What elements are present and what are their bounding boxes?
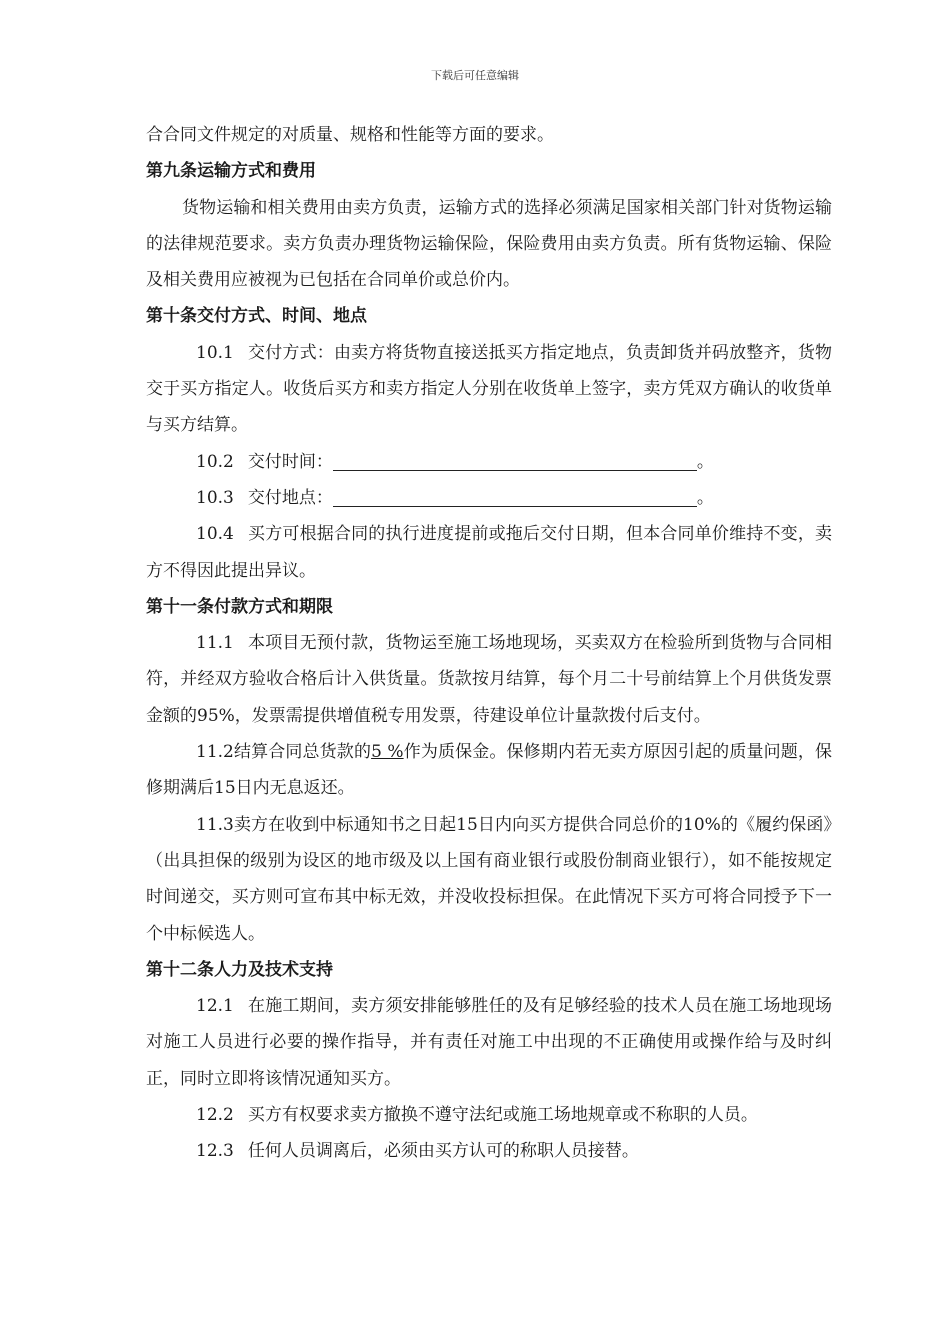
clause-text: 任何人员调离后，必须由买方认可的称职人员接替。: [247, 1141, 639, 1162]
clause-11-2: [146, 734, 832, 807]
clause-number: 10.1: [196, 342, 234, 363]
clause-10-2: [146, 444, 832, 480]
clause-10-4: [146, 516, 832, 589]
clause-11-1: [146, 625, 832, 734]
delivery-time-blank[interactable]: [333, 452, 697, 471]
paragraph-9: 货物运输和相关费用由卖方负责，运输方式的选择必须满足国家相关部门针对货物运输的法律规范要求。卖方负责办理货物运输保险，保险费用由卖方负责。所有货物运输、保险及相关费用应被视为已包括在合同单价或总价内。: [146, 197, 832, 291]
paragraph-continuation: 合合同文件规定的对质量、规格和性能等方面的要求。: [146, 125, 554, 145]
clause-text: 交付时间：: [247, 451, 333, 472]
retention-percent: 5 %: [371, 742, 404, 763]
clause-10-1: [146, 335, 832, 444]
clause-text: 交付方式：由卖方将货物直接送抵买方指定地点，负责卸货并码放整齐，货物交于买方指定人。收货后买方和卖方指定人分别在收货单上签字，卖方凭双方确认的收货单与买方结算。: [146, 342, 832, 436]
clause-12-1: [146, 988, 832, 1097]
contract-body: [146, 117, 832, 1170]
clause-number: 12.3: [196, 1141, 234, 1162]
clause-number: 10.4: [196, 524, 234, 545]
clause-number: 11.1: [196, 633, 234, 654]
clause-11-3: 11.3卖方在收到中标通知书之日起15日内向买方提供合同总价的10%的《履约保函》（出具担保的级别为设区的地市级及以上国有商业银行或股份制商业银行），如不能按规定时间递交，买方则可宣布其中标无效，并没收投标担保。在此情况下买方可将合同授予下一个中标候选人。: [146, 814, 832, 944]
clause-text: 买方可根据合同的执行进度提前或拖后交付日期，但本合同单价维持不变，卖方不得因此提出异议。: [146, 524, 832, 581]
section-heading-9: 第九条运输方式和费用: [146, 161, 316, 182]
clause-12-3: [146, 1133, 832, 1169]
clause-text-a: 11.2结算合同总货款的: [196, 742, 372, 763]
clause-number: 12.1: [196, 996, 234, 1017]
clause-text: 买方有权要求卖方撤换不遵守法纪或施工场地规章或不称职的人员。: [247, 1105, 758, 1126]
clause-10-3: [146, 480, 832, 516]
clause-number: 12.2: [196, 1105, 234, 1126]
clause-text: 本项目无预付款，货物运至施工场地现场，买卖双方在检验所到货物与合同相符，并经双方验收合格后计入供货量。货款按月结算，每个月二十号前结算上个月供货发票金额的95%，发票需提供增值税专用发票，待建设单位计量款拨付后支付。: [146, 633, 832, 726]
clause-text: 交付地点：: [247, 487, 333, 508]
section-heading-11: 第十一条付款方式和期限: [146, 596, 333, 617]
clause-number: 10.3: [196, 487, 234, 508]
page-header: 下载后可任意编辑: [431, 69, 519, 82]
clause-text-b: 作为质保金。保修期内若无卖方原因引起的质量问题，保修期满后15日内无息返还。: [146, 742, 832, 799]
section-heading-10: 第十条交付方式、时间、地点: [146, 306, 367, 327]
clause-text: 在施工期间，卖方须安排能够胜任的及有足够经验的技术人员在施工场地现场对施工人员进行必要的操作指导，并有责任对施工中出现的不正确使用或操作给与及时纠正，同时立即将该情况通知买方。: [146, 996, 832, 1089]
clause-number: 10.2: [196, 451, 234, 472]
section-heading-12: 第十二条人力及技术支持: [146, 959, 333, 980]
delivery-place-blank[interactable]: [333, 488, 697, 507]
clause-12-2: [146, 1097, 832, 1133]
period: 。: [696, 451, 714, 472]
period: 。: [696, 487, 714, 508]
